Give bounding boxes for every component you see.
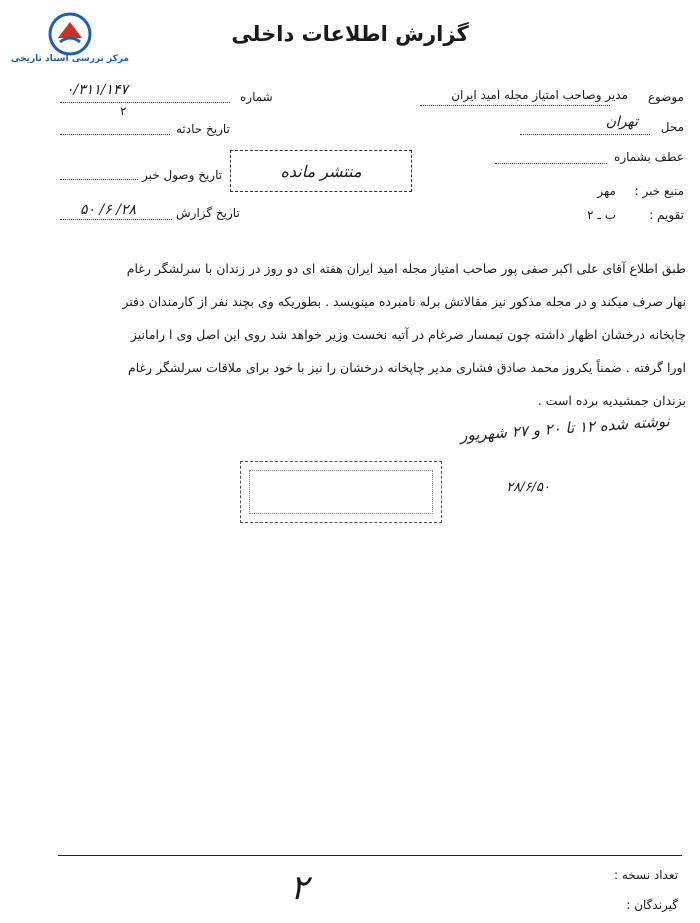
signature-date: ۲۸/۶/۵۰ (506, 480, 550, 495)
body-line: چاپخانه درخشان اظهار داشته چون تیمسار ضرغام در آتیه نخست وزیر خواهد شد روی این اصل وی ا رامانیز (130, 327, 686, 342)
stamp-frame (240, 461, 442, 523)
body-line: بزندان جمشیدیه برده است . (537, 393, 686, 408)
report-date-underline (60, 218, 172, 220)
received-date-underline (60, 178, 138, 180)
handwritten-signature: نوشته شده ۱۲ تا ۲۰ و ۲۷ شهریور (459, 411, 671, 445)
subject-label: موضوع (647, 90, 684, 104)
page-title: گزارش اطلاعات داخلی (231, 22, 469, 46)
page-mark: ۲ (290, 868, 309, 908)
number-value: ۰/۳۱۱/۱۴۷ (66, 82, 129, 98)
subject-underline (420, 104, 610, 106)
place-label: محل (660, 120, 684, 134)
report-date-value: ۲۸/ ۶/ ۵۰ (80, 202, 136, 218)
logo-caption: مرکز بررسی اسناد تاریخی (10, 54, 130, 64)
place-underline (520, 133, 650, 135)
recipients-label: گیرندگان : (626, 898, 678, 912)
number-sub: ۲ (120, 104, 127, 118)
incident-date-label: تاریخ حادثه (176, 122, 230, 136)
footer-divider (58, 855, 682, 856)
body-line: نهار صرف میکند و در مجله مذکور نیز مقالاتش برله نامبرده مینویسد . بطوریکه وی بچند نفر از کارمندان دفتر (122, 294, 686, 309)
reference-underline (495, 162, 607, 164)
body-line: اورا گرفته . ضمناً یکروز محمد صادق فشاری مدیر چاپخانه درخشان را نیز با خود برای ملاقات سرلشگر رغام (127, 360, 686, 375)
rating-value: ب ـ ۲ (587, 208, 616, 222)
body-line: طبق اطلاع آقای علی اکبر صفی پور صاحب امتیاز مجله امید ایران هفته ای دو روز در زندان با سرلشگر رغام (126, 261, 686, 276)
number-label: شماره (240, 90, 273, 104)
copies-label: تعداد نسخه : (613, 868, 678, 882)
report-date-label: تاریخ گزارش (176, 206, 240, 220)
report-body (14, 252, 686, 417)
reference-label: عطف بشماره (614, 150, 684, 164)
incident-date-underline (60, 133, 170, 135)
stamp-box (230, 150, 412, 192)
subject-value: مدیر وصاحب امتیاز مجله امید ایران (451, 88, 628, 102)
source-label: منبع خبر : (634, 184, 684, 198)
rating-label: تقویم : (649, 208, 684, 222)
stamp-text: منتشر مانده (280, 161, 362, 181)
source-value: مهر (597, 184, 616, 198)
number-underline (60, 101, 230, 103)
received-date-label: تاریخ وصول خبر (142, 168, 223, 182)
place-value: تهران (605, 114, 638, 130)
